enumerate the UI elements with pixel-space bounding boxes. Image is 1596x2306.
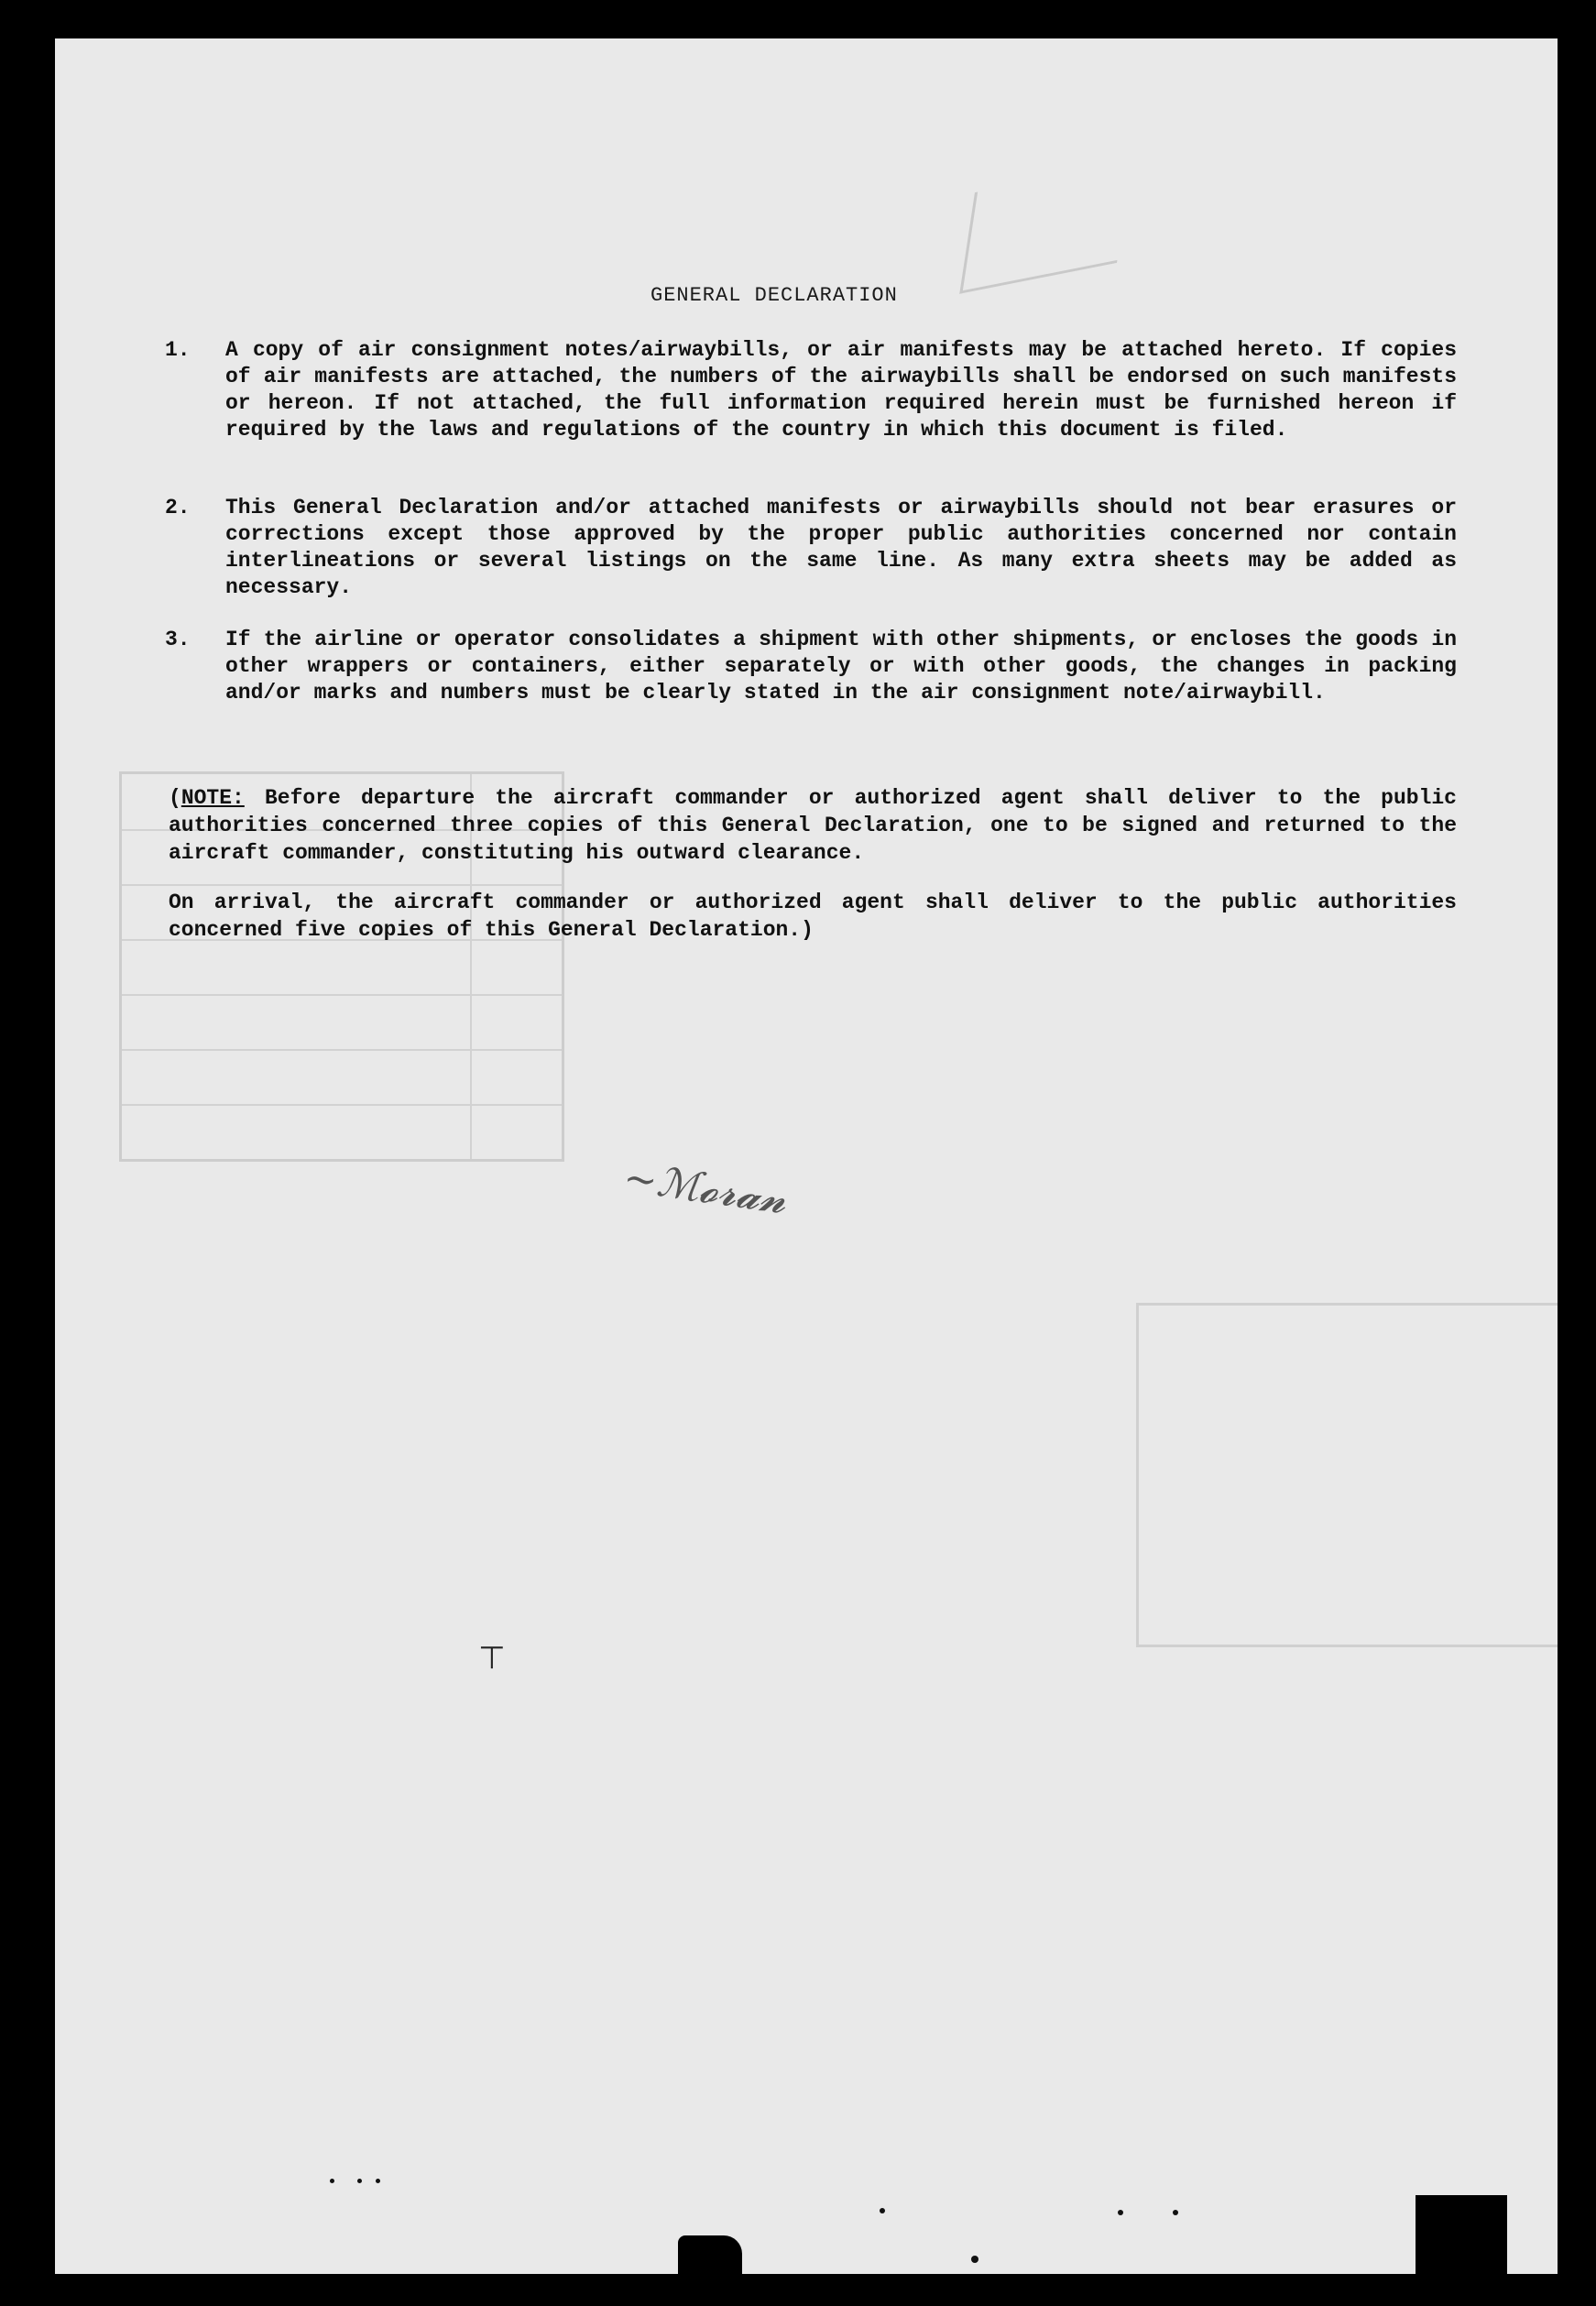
stray-mark: ⊤	[478, 1640, 506, 1677]
scan-blot	[678, 2235, 742, 2306]
document-title: GENERAL DECLARATION	[650, 284, 898, 307]
item-text: A copy of air consignment notes/airwaybills, or air manifests may be attached hereto. If copies of air manifests are attached, the numbers of the airwaybills shall be endorsed on such manifests or hereon. If not attached, the full information required herein must be furnished hereon if required by the laws and regulations of the country in which this document is filed.	[225, 338, 1457, 442]
handwritten-signature: ~ℳ𝓸𝓻𝓪𝓷	[620, 1153, 790, 1224]
arrival-paragraph: On arrival, the aircraft commander or authorized agent shall deliver to the public authorities concerned five copies of this General Declaration.)	[169, 891, 1457, 942]
item-text: If the airline or operator consolidates a shipment with other shipments, or encloses the goods in other wrappers or containers, either separately or with other goods, the changes in packing and/or marks and numbers must be clearly stated in the air consignment note/airwaybill.	[225, 628, 1457, 705]
item-number: 1.	[165, 338, 191, 362]
show-through-mark	[959, 161, 1132, 293]
item-text: This General Declaration and/or attached manifests or airwaybills should not bear erasures or corrections except those approved by the proper public authorities concerned nor contain interlineations or several listings on the same line. As many extra sheets may be added as necessary.	[225, 496, 1457, 599]
instruction-item-2	[165, 495, 1457, 605]
item-number: 2.	[165, 496, 191, 519]
scan-speck	[971, 2256, 978, 2263]
note-open-paren: (	[169, 786, 181, 810]
scan-speck	[357, 2179, 362, 2183]
note-label: NOTE:	[180, 786, 245, 810]
instruction-item-3	[165, 627, 1457, 737]
scan-speck	[1173, 2210, 1178, 2215]
scan-speck	[330, 2179, 334, 2183]
item-number: 3.	[165, 628, 191, 651]
scan-blot	[1416, 2195, 1507, 2306]
scan-speck	[880, 2208, 885, 2213]
note-paragraph	[169, 784, 1457, 867]
document-page	[55, 38, 1558, 2274]
instruction-item-1	[165, 337, 1457, 475]
scan-speck	[1118, 2210, 1123, 2215]
scan-speck	[376, 2179, 380, 2183]
note-text: Before departure the aircraft commander or authorized agent shall deliver to the public authorities concerned three copies of this General Declaration, one to be signed and returned to the aircraft commander, constituting his outward clearance.	[169, 786, 1457, 865]
show-through-stamp-box	[1136, 1303, 1558, 1647]
